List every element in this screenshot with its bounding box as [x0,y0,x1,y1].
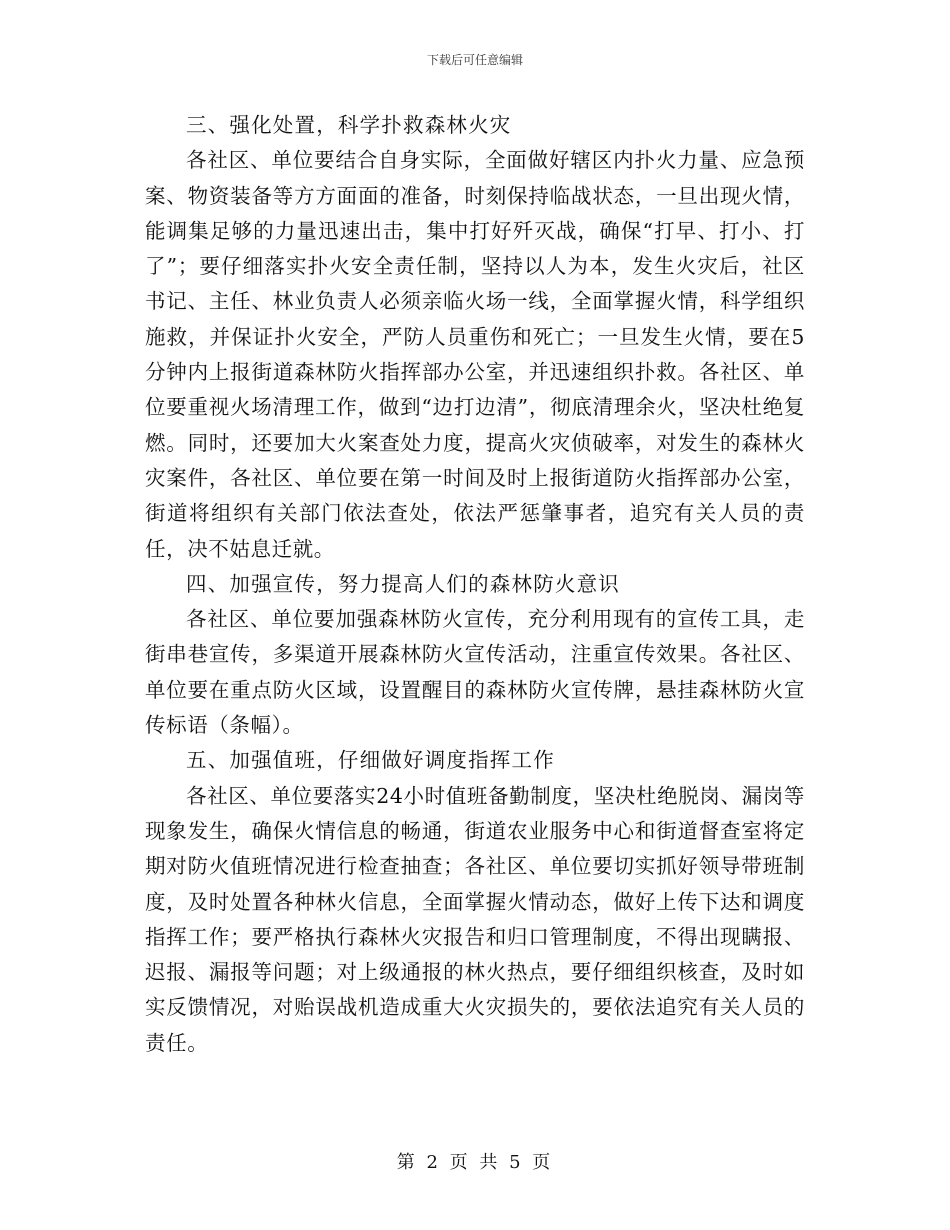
section-paragraph-4: 各社区、单位要加强森林防火宣传，充分利用现有的宣传工具，走街串巷宣传，多渠道开展森林防火宣传活动，注重宣传效果。各社区、单位要在重点防火区域，设置醒目的森林防火宣传牌，悬挂森林防火宣传标语（条幅）。 [145,607,805,738]
section-heading-5: 五、加强值班，仔细做好调度指挥工作 [186,748,555,773]
section-paragraph-3: 各社区、单位要结合自身实际，全面做好辖区内扑火力量、应急预案、物资装备等方方面面的准备，时刻保持临战状态，一旦出现火情，能调集足够的力量迅速出击，集中打好歼灭战，确保“打早、打小、打了”；要仔细落实扑火安全责任制，坚持以人为本，发生火灾后，社区书记、主任、林业负责人必须亲临火场一线，全面掌握火情，科学组织施救，并保证扑火安全，严防人员重伤和死亡；一旦发生火情，要在5分钟内上报街道森林防火指挥部办公室，并迅速组织扑救。各社区、单位要重视火场清理工作，做到“边打边清”，彻底清理余火，坚决杜绝复燃。同时，还要加大火案查处力度，提高火灾侦破率，对发生的森林火灾案件，各社区、单位要在第一时间及时上报街道防火指挥部办公室，街道将组织有关部门依法查处，依法严惩肇事者，追究有关人员的责任，决不姑息迁就。 [145,148,805,561]
section-heading-4: 四、加强宣传，努力提高人们的森林防火意识 [186,571,620,596]
document-body [145,108,805,1061]
section-paragraph-5: 各社区、单位要落实24小时值班备勤制度，坚决杜绝脱岗、漏岗等现象发生，确保火情信息的畅通，街道农业服务中心和街道督查室将定期对防火值班情况进行检查抽查；各社区、单位要切实抓好领导带班制度，及时处置各种林火信息，全面掌握火情动态，做好上传下达和调度指挥工作；要严格执行森林火灾报告和归口管理制度，不得出现瞒报、迟报、漏报等问题；对上级通报的林火热点，要仔细组织核查，及时如实反馈情况，对贻误战机造成重大火灾损失的，要依法追究有关人员的责任。 [145,783,805,1055]
page-number-footer: 第 2 页 共 5 页 [396,1152,554,1173]
section-heading-3: 三、强化处置，科学扑救森林火灾 [186,113,512,137]
page-header-note: 下载后可任意编辑 [426,53,523,67]
